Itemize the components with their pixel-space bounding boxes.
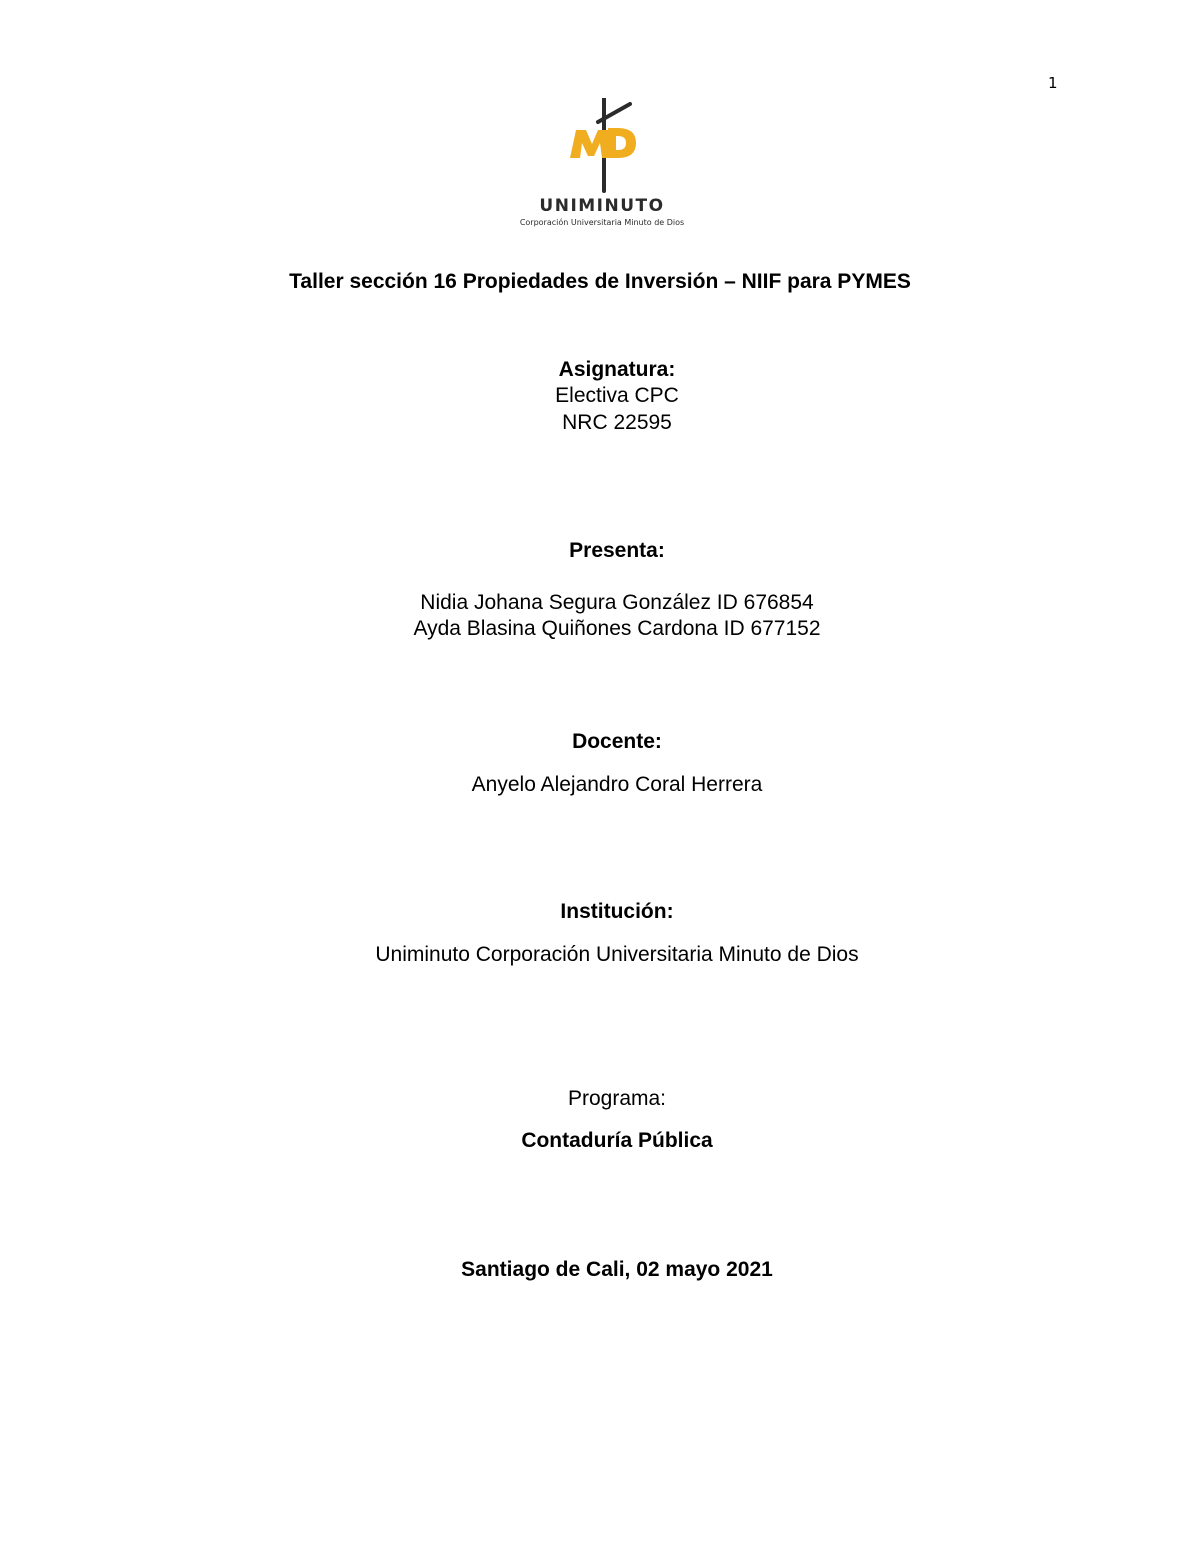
institucion-name: Uniminuto Corporación Universitaria Minuto de Dios xyxy=(375,943,859,966)
student-name: Nidia Johana Segura González ID 676854 xyxy=(420,591,814,614)
asignatura-course: Electiva CPC xyxy=(555,384,679,407)
document-title: Taller sección 16 Propiedades de Inversión – NIIF para PYMES xyxy=(289,270,911,293)
presenta-label: Presenta: xyxy=(569,539,665,562)
uniminuto-logo xyxy=(500,98,705,230)
place-date: Santiago de Cali, 02 mayo 2021 xyxy=(461,1258,773,1281)
programa-label: Programa: xyxy=(567,1087,667,1110)
student-name: Ayda Blasina Quiñones Cardona ID 677152 xyxy=(413,617,821,640)
asignatura-nrc: NRC 22595 xyxy=(562,411,672,434)
logo-brand-text: UNIMINUTO xyxy=(539,196,665,216)
logo-tagline-text: Corporación Universitaria Minuto de Dios xyxy=(519,218,685,227)
institucion-label: Institución: xyxy=(560,900,674,923)
docente-label: Docente: xyxy=(572,730,662,753)
page-number: 1 xyxy=(1048,74,1058,92)
asignatura-label: Asignatura: xyxy=(558,358,676,381)
programa-name: Contaduría Pública xyxy=(521,1129,713,1152)
docente-name: Anyelo Alejandro Coral Herrera xyxy=(471,773,763,796)
